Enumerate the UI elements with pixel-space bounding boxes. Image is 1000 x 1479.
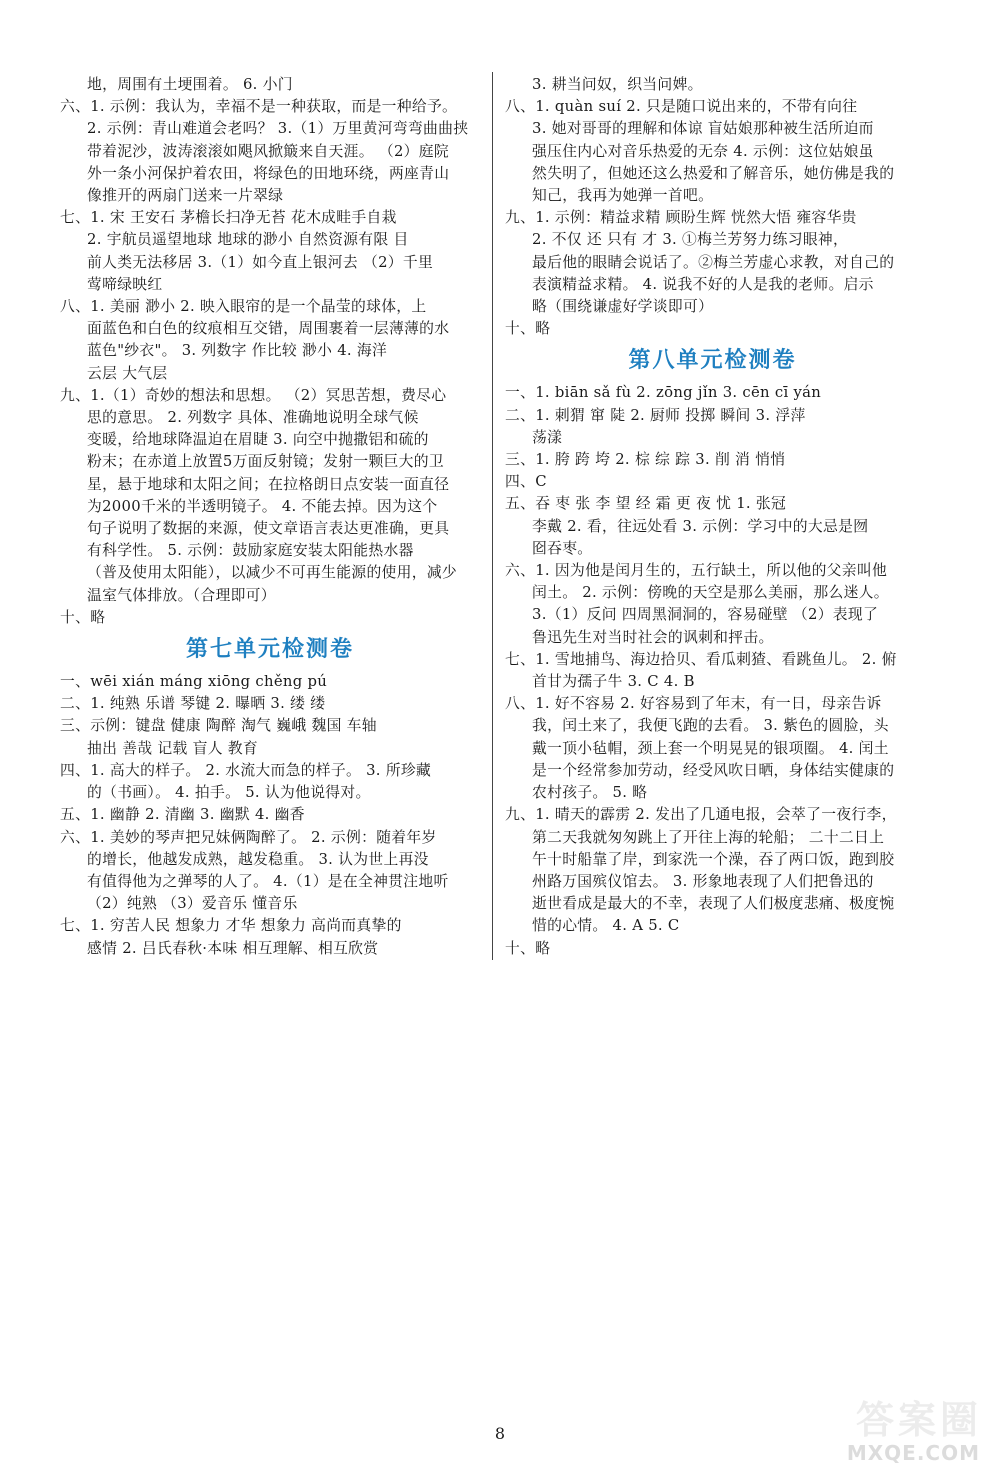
answer-line: 蓝色"纱衣"。 3. 列数字 作比较 渺小 4. 海洋 (87, 342, 388, 360)
answer-line: 囵吞枣。 (532, 539, 593, 557)
answer-line: 面蓝色和白色的纹痕相互交错，周围裹着一层薄薄的水 (87, 320, 450, 338)
answer-line: 星，悬于地球和太阳之间；在拉格朗日点安装一面直径 (87, 475, 450, 493)
answer-line: 七、1. 穷苦人民 想象力 才华 想象力 高尚而真挚的 (60, 917, 402, 935)
answer-line: 惜的心情。 4. A 5. C (532, 917, 680, 935)
answer-line: 州路万国殡仪馆去。 3. 形象地表现了人们把鲁迅的 (532, 872, 874, 890)
answer-line: 第二天我就匆匆跳上了开往上海的轮船； 二十二日上 (532, 828, 885, 846)
answer-line: 粉末；在赤道上放置5万面反射镜；发射一颗巨大的卫 (87, 453, 444, 471)
answer-line: 六、1. 美妙的琴声把兄妹俩陶醉了。 2. 示例：随着年岁 (60, 828, 437, 846)
left-column (60, 74, 480, 960)
answer-line: 九、1. 晴天的霹雳 2. 发出了几通电报，会萃了一夜行李， (505, 806, 897, 824)
answer-line: 2. 示例：青山难道会老吗？ 3.（1）万里黄河弯弯曲曲挟 (87, 120, 469, 138)
page-number: 8 (494, 1424, 506, 1443)
section-heading: 第八单元检测卷 (628, 348, 797, 374)
answer-line: 首甘为孺子牛 3. C 4. B (532, 673, 695, 691)
answer-line: 八、1. quàn suí 2. 只是随口说出来的，不带有向往 (505, 98, 858, 116)
answer-line: 略（围绕谦虚好学谈即可） (532, 298, 714, 316)
answer-line: 三、示例：键盘 健康 陶醉 淘气 巍峨 魏国 车轴 (60, 717, 377, 735)
answer-line: 五、吞 枣 张 李 望 经 霜 更 夜 忧 1. 张冠 (505, 495, 787, 513)
answer-line: 地，周围有土埂围着。 6. 小门 (87, 76, 293, 93)
answer-line: 十、略 (505, 939, 551, 957)
answer-line: 抽出 善哉 记载 盲人 教育 (87, 739, 258, 757)
answer-line: 2. 宇航员遥望地球 地球的渺小 自然资源有限 目 (87, 231, 409, 249)
answer-line: 鲁迅先生对当时社会的讽刺和抨击。 (532, 628, 774, 646)
answer-line: 一、wēi xián máng xiōng chěng pú (60, 673, 328, 691)
answer-line: 前人类无法移居 3.（1）如今直上银河去 （2）千里 (87, 253, 434, 271)
answer-line: 三、1. 胯 跨 垮 2. 棕 综 踪 3. 削 消 悄悄 (505, 451, 786, 469)
answer-line: 是一个经常参加劳动，经受风吹日晒，身体结实健康的 (532, 761, 895, 779)
answer-line: 四、1. 高大的样子。 2. 水流大而急的样子。 3. 所珍藏 (60, 761, 432, 779)
watermark-url: MXQE.COM (846, 1441, 980, 1465)
answer-line: 的（书画）。 4. 拍手。 5. 认为他说得对。 (87, 784, 371, 802)
answer-line: 2. 不仅 还 只有 才 3. ①梅兰芳努力练习眼神， (532, 231, 849, 249)
answer-line: 午十时船靠了岸，到家洗一个澡，吞了两口饭，跑到胶 (532, 850, 895, 868)
answer-line: 3. 耕当问奴，织当问婢。 (532, 76, 703, 93)
answer-line: 有值得他为之弹琴的人了。 4.（1）是在全神贯注地听 (87, 872, 449, 890)
answer-line: 农村孩子。 5. 略 (532, 784, 648, 802)
answer-line: 逝世看成是最大的不幸，表现了人们极度悲痛、极度惋 (532, 895, 895, 913)
answer-line: 带着泥沙，波涛滚滚如飓风掀簸来自天涯。 （2）庭院 (87, 142, 449, 160)
answer-line: 3.（1）反问 四周黑洞洞的，容易碰壁 （2）表现了 (532, 606, 879, 624)
answer-line: 外一条小河保护着农田，将绿色的田地环绕，两座青山 (87, 164, 450, 182)
answer-line: 然失明了，但她还这么热爱和了解音乐，她仿佛是我的 (532, 164, 895, 182)
answer-line: 表演精益求精。 4. 说我不好的人是我的老师。启示 (532, 275, 874, 293)
answer-line: 3. 她对哥哥的理解和体谅 盲姑娘那种被生活所迫而 (532, 120, 874, 138)
answer-line: 六、1. 示例：我认为，幸福不是一种获取，而是一种给予。 (60, 98, 458, 116)
answer-line: （普及使用太阳能），以减少不可再生能源的使用，减少 (87, 564, 458, 582)
answer-line: 戴一顶小毡帽，颈上套一个明晃晃的银项圈。 4. 闰土 (532, 739, 889, 757)
answer-line: 七、1. 雪地捕鸟、海边拾贝、看瓜刺猹、看跳鱼儿。 2. 俯 (505, 650, 897, 668)
answer-line: 温室气体排放。（合理即可） (87, 586, 276, 604)
answer-line: 四、C (505, 473, 547, 491)
answer-line: 思的意思。 2. 列数字 具体、准确地说明全球气候 (87, 409, 419, 427)
answer-line: 九、1. 示例：精益求精 顾盼生辉 恍然大悟 雍容华贵 (505, 209, 857, 227)
answer-line: 八、1. 美丽 渺小 2. 映入眼帘的是一个晶莹的球体，上 (60, 298, 427, 316)
section-heading: 第七单元检测卷 (185, 637, 354, 663)
answer-line: 强压住内心对音乐热爱的无奈 4. 示例：这位姑娘虽 (532, 142, 874, 160)
watermark-logo (836, 1387, 986, 1467)
answer-line: 八、1. 好不容易 2. 好容易到了年末，有一日，母亲告诉 (505, 695, 882, 713)
answer-line: （2）纯熟 （3）爱音乐 懂音乐 (87, 895, 298, 913)
answer-line: 二、1. 纯熟 乐谱 琴键 2. 曝晒 3. 缕 缕 (60, 695, 326, 713)
answer-line: 荡漾 (532, 428, 563, 446)
answer-line: 六、1. 因为他是闰月生的，五行缺土，所以他的父亲叫他 (505, 562, 888, 580)
answer-line: 九、1.（1）奇妙的想法和思想。 （2）冥思苦想，费尽心 (60, 386, 447, 404)
answer-line: 二、1. 刺猬 窜 陡 2. 厨师 投掷 瞬间 3. 浮萍 (505, 406, 806, 424)
answer-line: 十、略 (60, 608, 106, 626)
answer-line: 李戴 2. 看，往远处看 3. 示例：学习中的大忌是囫 (532, 517, 869, 535)
answer-line: 七、1. 宋 王安石 茅檐长扫净无苔 花木成畦手自栽 (60, 209, 397, 227)
answer-line: 最后他的眼睛会说话了。②梅兰芳虚心求教，对自己的 (532, 253, 895, 271)
answer-line: 像推开的两扇门送来一片翠绿 (87, 187, 284, 205)
answer-line: 十、略 (505, 320, 551, 338)
answer-line: 为2000千米的半透明镜子。 4. 不能去掉。因为这个 (87, 497, 438, 515)
answer-line: 的增长，他越发成熟，越发稳重。 3. 认为世上再没 (87, 850, 429, 868)
answer-line: 莺啼绿映红 (87, 275, 163, 293)
answer-line: 感情 2. 吕氏春秋·本味 相互理解、相互欣赏 (87, 939, 379, 957)
answer-line: 闰土。 2. 示例：傍晚的天空是那么美丽，那么迷人。 (532, 584, 889, 602)
answer-line: 有科学性。 5. 示例：鼓励家庭安装太阳能热水器 (87, 542, 414, 560)
answer-line: 一、1. biān sǎ fù 2. zōng jǐn 3. cēn cī yán (505, 384, 822, 402)
answer-line: 变暖，给地球降温迫在眉睫 3. 向空中抛撒铝和硫的 (87, 431, 429, 449)
right-column (505, 74, 920, 960)
answer-line: 句子说明了数据的来源，使文章语言表达更准确，更具 (87, 520, 450, 538)
column-divider (492, 72, 493, 960)
answer-line: 云层 大气层 (87, 364, 168, 382)
answer-line: 知己，我再为她弹一首吧。 (532, 187, 714, 205)
watermark-text: 答案圈 (855, 1398, 982, 1442)
answer-line: 五、1. 幽静 2. 清幽 3. 幽默 4. 幽香 (60, 806, 305, 824)
answer-line: 我，闰土来了，我便飞跑的去看。 3. 紫色的圆脸，头 (532, 717, 889, 735)
